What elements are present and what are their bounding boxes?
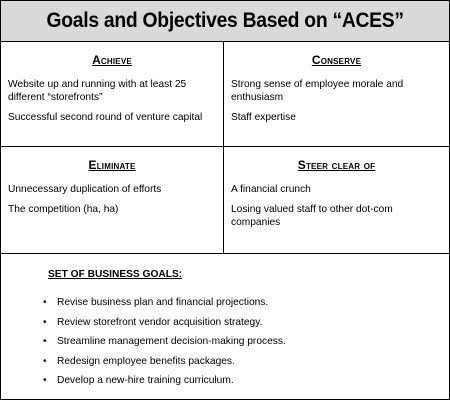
eliminate-item: Unnecessary duplication of efforts: [8, 184, 162, 195]
quadrant-heading-achieve: Achieve: [92, 53, 132, 67]
bullet-icon: •: [43, 336, 47, 347]
business-goal-text: Review storefront vendor acquisition strategy.: [57, 316, 263, 328]
list-item: [43, 316, 286, 336]
business-goal-text: Revise business plan and financial projections.: [57, 297, 269, 308]
bullet-icon: •: [43, 297, 47, 308]
business-goals-heading: SET OF BUSINESS GOALS:: [48, 269, 183, 280]
business-goal-text: Develop a new-hire training curriculum.: [57, 375, 234, 386]
steer-clear-item: Losing valued staff to other dot-com companies: [231, 204, 393, 228]
list-item: [43, 296, 286, 316]
bullet-icon: •: [43, 375, 47, 386]
quadrant-heading-eliminate: Eliminate: [88, 158, 136, 172]
quadrant-achieve: [1, 42, 224, 147]
quadrant-eliminate: [1, 147, 224, 254]
achieve-item: Successful second round of venture capital: [8, 112, 203, 123]
list-item: [43, 374, 286, 394]
conserve-item: Strong sense of employee morale and enthusiasm: [231, 79, 404, 103]
title-bar: [1, 1, 449, 42]
eliminate-item: The competition (ha, ha): [8, 204, 119, 215]
conserve-item: Staff expertise: [231, 112, 296, 123]
quadrant-heading-conserve: Conserve: [311, 53, 362, 67]
business-goal-text: Redesign employee benefits packages.: [57, 355, 235, 367]
business-goals-list: [43, 296, 286, 394]
list-item: [43, 355, 286, 375]
quadrant-conserve: [224, 42, 449, 147]
list-item: [43, 335, 286, 355]
bullet-icon: •: [43, 316, 47, 328]
achieve-item: Website up and running with at least 25 different “storefronts”: [8, 79, 187, 103]
steer-clear-item: A financial crunch: [231, 184, 311, 195]
business-goals-section: [1, 255, 449, 399]
page-title: Goals and Objectives Based on “ACES”: [46, 9, 404, 32]
business-goal-text: Streamline management decision-making process.: [57, 336, 286, 347]
quadrant-heading-steer-clear: Steer clear of: [297, 158, 376, 172]
bullet-icon: •: [43, 355, 47, 367]
quadrant-steer-clear: [224, 147, 449, 254]
